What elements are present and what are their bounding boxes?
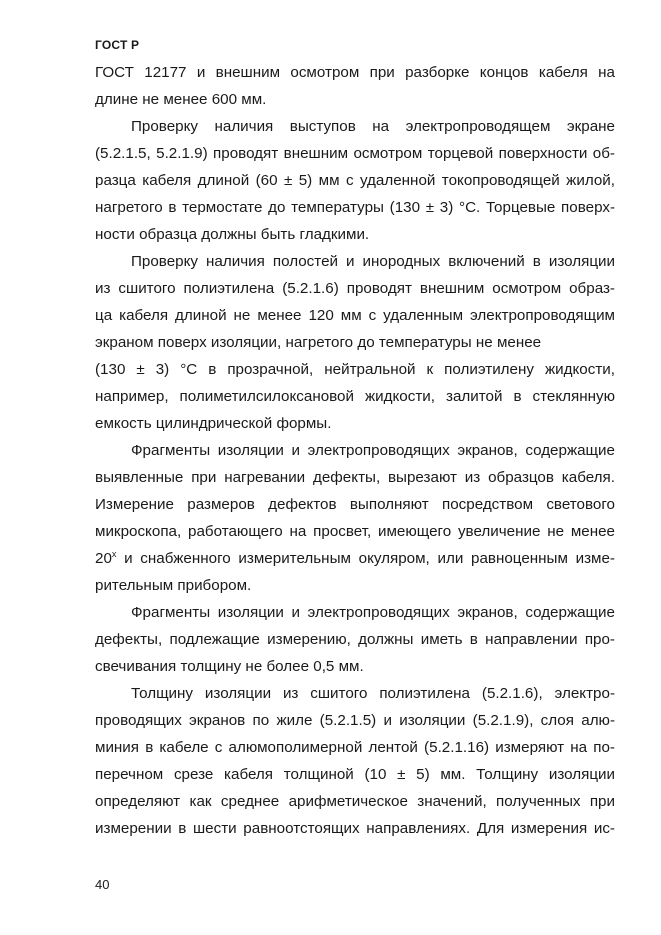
text-line: микроскопа, работающего на просвет, имеющего увеличение не менее bbox=[95, 523, 615, 540]
text-line: проводящих экранов по жиле (5.2.1.5) и изоляции (5.2.1.9), слоя алю- bbox=[95, 712, 615, 729]
text-line bbox=[95, 545, 615, 572]
text-line: экраном поверх изоляции, нагретого до температуры не менее bbox=[95, 334, 542, 351]
text-line: Фрагменты изоляции и электропроводящих экранов, содержащие bbox=[131, 442, 615, 459]
text-line: емкость цилиндрической формы. bbox=[95, 415, 332, 432]
text-line: ца кабеля длиной не менее 120 мм с удаленным электропроводящим bbox=[95, 307, 615, 324]
text-line: Проверку наличия полостей и инородных включений в изоляции bbox=[131, 253, 615, 270]
text-line: дефекты, подлежащие измерению, должны иметь в направлении про- bbox=[95, 631, 615, 648]
text-line: Проверку наличия выступов на электропроводящем экране bbox=[131, 118, 615, 135]
text-line: (130 ± 3) °С в прозрачной, нейтральной к полиэтилену жидкости, bbox=[95, 361, 615, 378]
text-line: определяют как среднее арифметическое значений, полученных при bbox=[95, 793, 615, 810]
text-line: свечивания толщину не более 0,5 мм. bbox=[95, 658, 364, 675]
text-line: Толщину изоляции из сшитого полиэтилена (5.2.1.6), электро- bbox=[131, 685, 615, 702]
text-line: измерении в шести равноотстоящих направлениях. Для измерения ис- bbox=[95, 820, 615, 837]
page-number: 40 bbox=[95, 877, 110, 892]
magnification-superscript: х bbox=[111, 548, 117, 559]
magnification-value: 20 bbox=[95, 550, 112, 567]
text-line: Фрагменты изоляции и электропроводящих экранов, содержащие bbox=[131, 604, 615, 621]
text-line: ности образца должны быть гладкими. bbox=[95, 226, 370, 243]
text-line: разца кабеля длиной (60 ± 5) мм с удаленной токопроводящей жилой, bbox=[95, 172, 615, 189]
text-line: длине не менее 600 мм. bbox=[95, 91, 267, 108]
text-line: из сшитого полиэтилена (5.2.1.6) проводят внешним осмотром образ- bbox=[95, 280, 615, 297]
text-line: перечном срезе кабеля толщиной (10 ± 5) мм. Толщину изоляции bbox=[95, 766, 615, 783]
text-line-content: и снабженного измерительным окуляром, или равноценным изме- bbox=[124, 550, 615, 567]
text-line: (5.2.1.5, 5.2.1.9) проводят внешним осмотром торцевой поверхности об- bbox=[95, 145, 615, 162]
text-line: миния в кабеле с алюмополимерной лентой (5.2.1.16) измеряют на по- bbox=[95, 739, 615, 756]
document-body bbox=[95, 59, 615, 842]
text-line: ГОСТ 12177 и внешним осмотром при разборке концов кабеля на bbox=[95, 64, 615, 81]
text-line: Измерение размеров дефектов выполняют посредством светового bbox=[95, 496, 615, 513]
text-line: например, полиметилсилоксановой жидкости, залитой в стеклянную bbox=[95, 388, 615, 405]
document-header: ГОСТ Р bbox=[95, 38, 140, 52]
text-line: рительным прибором. bbox=[95, 577, 252, 594]
text-line: выявленные при нагревании дефекты, вырезают из образцов кабеля. bbox=[95, 469, 615, 486]
text-line: нагретого в термостате до температуры (130 ± 3) °С. Торцевые поверх- bbox=[95, 199, 615, 216]
